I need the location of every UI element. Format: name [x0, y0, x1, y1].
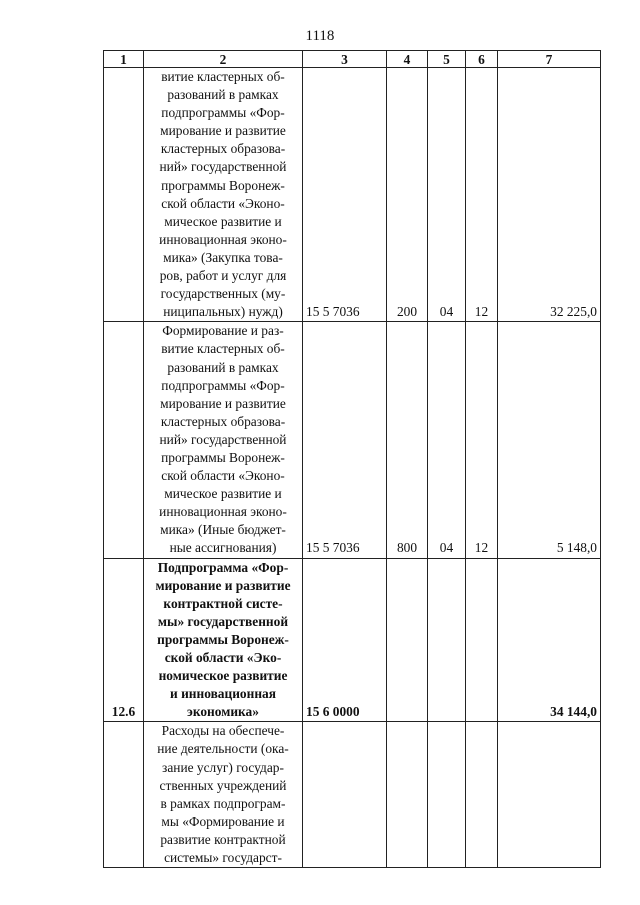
table-row — [104, 558, 601, 722]
row-name-line: развитие контрактной — [160, 831, 286, 847]
row-name-line: ние деятельности (ока- — [157, 741, 289, 757]
row-name — [144, 322, 303, 558]
row-name-line: мирование и развитие — [155, 577, 291, 593]
header-row — [104, 51, 601, 68]
row-code — [104, 322, 144, 558]
header-col-3: 3 — [303, 51, 387, 68]
row-name-line: Формирование и раз- — [162, 323, 284, 339]
header-col-5: 5 — [428, 51, 466, 68]
row-name-line: ний» государственной — [159, 431, 287, 447]
row-name-line: мическое развитие и — [164, 486, 282, 502]
row-name-line: программы Воронеж- — [157, 631, 289, 647]
header-col-4: 4 — [387, 51, 428, 68]
row-name-line: ний» государственной — [159, 159, 287, 175]
table-row — [104, 722, 601, 868]
row-code — [104, 68, 144, 322]
row-name-line: мы» государственной — [157, 613, 289, 629]
row-name-line: ской области «Эко- — [164, 650, 282, 665]
row-name-line: ской области «Эконо- — [161, 468, 285, 484]
row-amount: 32 225,0 — [498, 68, 601, 322]
row-name-line: инновационная эконо- — [159, 231, 287, 247]
row-name-line: в рамках подпрограм- — [160, 795, 286, 811]
row-name-line: инновационная эконо- — [159, 504, 287, 520]
row-name-line: подпрограммы «Фор- — [161, 377, 285, 393]
row-name-line: зание услуг) государ- — [162, 759, 284, 775]
row-name-line: контрактной систе- — [163, 595, 283, 611]
row-name-line: мирование и развитие — [160, 123, 286, 139]
row-name-line: витие кластерных об- — [161, 341, 285, 357]
page-number: 1118 — [305, 28, 335, 44]
row-name-line: номическое развитие — [158, 668, 288, 684]
row-target-code — [303, 722, 387, 868]
row-name-line: ров, работ и услуг для — [159, 268, 287, 284]
row-name-line: экономика» — [187, 704, 259, 720]
row-target-code: 15 5 7036 — [303, 68, 387, 322]
row-name-line: мическое развитие и — [164, 213, 282, 229]
row-subsection: 12 — [466, 68, 498, 322]
row-name-line: мика» (Закупка това- — [163, 249, 283, 265]
row-expense-type — [387, 722, 428, 868]
row-amount: 34 144,0 — [498, 558, 601, 722]
row-name-line: программы Воронеж- — [161, 177, 285, 193]
row-section — [428, 722, 466, 868]
row-name-line: и инновационная — [170, 686, 276, 702]
row-name-line: ской области «Эконо- — [161, 195, 285, 211]
row-name-line: разований в рамках — [167, 359, 279, 375]
row-name-line: мы «Формирование и — [161, 813, 285, 829]
row-code — [104, 722, 144, 868]
row-name-line: ственных учреждений — [159, 777, 287, 793]
budget-table — [103, 50, 601, 868]
row-name-line: программы Воронеж- — [161, 449, 285, 465]
row-name-line: Расходы на обеспече- — [161, 723, 285, 739]
header-col-1: 1 — [104, 51, 144, 68]
row-amount: 5 148,0 — [498, 322, 601, 558]
row-section — [428, 558, 466, 722]
table-row — [104, 322, 601, 558]
row-name-line: витие кластерных об- — [161, 69, 285, 84]
row-name-line: государственных (му- — [160, 286, 286, 302]
row-name — [144, 558, 303, 722]
row-expense-type: 800 — [387, 322, 428, 558]
row-expense-type — [387, 558, 428, 722]
row-name-line: мирование и развитие — [160, 395, 286, 411]
header-col-2: 2 — [144, 51, 303, 68]
row-name — [144, 722, 303, 868]
row-section: 04 — [428, 68, 466, 322]
header-col-6: 6 — [466, 51, 498, 68]
header-col-7: 7 — [498, 51, 601, 68]
row-name-line: ниципальных) нужд) — [163, 304, 283, 320]
row-name-line: Подпрограмма «Фор- — [157, 559, 289, 575]
row-name-line: системы» государст- — [164, 850, 282, 866]
row-target-code: 15 5 7036 — [303, 322, 387, 558]
row-name — [144, 68, 303, 322]
row-subsection — [466, 722, 498, 868]
table-row — [104, 68, 601, 322]
row-subsection — [466, 558, 498, 722]
row-expense-type: 200 — [387, 68, 428, 322]
row-name-line: подпрограммы «Фор- — [161, 105, 285, 121]
row-name-line: ные ассигнования) — [169, 540, 277, 556]
row-subsection: 12 — [466, 322, 498, 558]
row-name-line: мика» (Иные бюджет- — [160, 522, 286, 538]
row-section: 04 — [428, 322, 466, 558]
row-code: 12.6 — [104, 558, 144, 722]
row-name-line: разований в рамках — [167, 87, 279, 103]
row-target-code: 15 6 0000 — [303, 558, 387, 722]
row-amount — [498, 722, 601, 868]
row-name-line: кластерных образова- — [160, 141, 286, 157]
row-name-line: кластерных образова- — [160, 413, 286, 429]
